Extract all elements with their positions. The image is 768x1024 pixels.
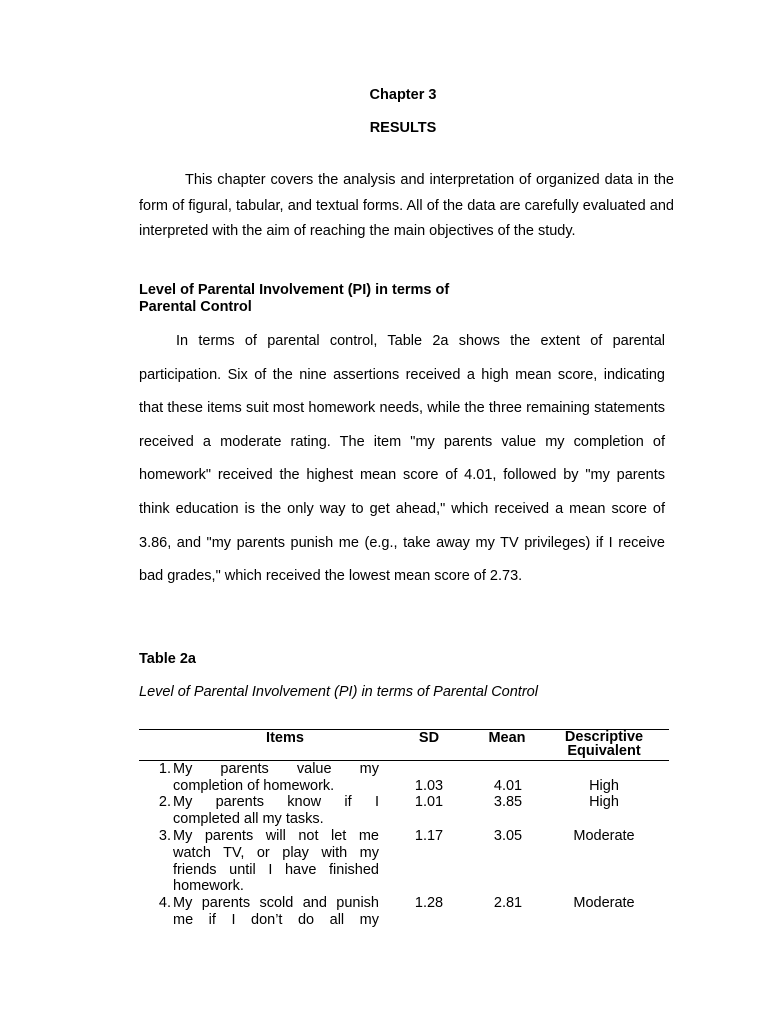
row-number: 2. <box>158 794 171 810</box>
table-row <box>139 761 669 794</box>
row-descriptive: High <box>589 778 619 794</box>
table-caption: Level of Parental Involvement (PI) in terms of Parental Control <box>139 684 538 700</box>
intro-paragraph-text: This chapter covers the analysis and interpretation of organized data in the form of figural, tabular, and textual forms. All of the data are carefully evaluated and interpreted with the aim of reaching the main objectives of the study. <box>139 172 674 239</box>
row-number: 3. <box>158 828 171 844</box>
row-sd: 1.01 <box>414 794 444 810</box>
row-item-line: completed all my tasks. <box>173 810 324 827</box>
row-sd: 1.03 <box>414 778 444 794</box>
row-item-line: My parents scold and punish <box>173 895 379 911</box>
subheading-line-2: Parental Control <box>139 299 252 315</box>
table-row <box>139 794 669 828</box>
subheading-line-1: Level of Parental Involvement (PI) in terms of <box>139 282 450 298</box>
row-mean: 4.01 <box>493 778 523 794</box>
header-mean: Mean <box>488 730 526 746</box>
header-items: Items <box>266 730 304 746</box>
row-descriptive: High <box>589 794 619 810</box>
row-item <box>173 761 379 795</box>
row-item-line: completion of homework. <box>173 777 335 794</box>
row-item <box>173 794 379 828</box>
header-sd: SD <box>418 730 440 746</box>
row-mean: 3.85 <box>493 794 523 810</box>
row-item <box>173 828 379 895</box>
table-row <box>139 828 669 895</box>
subheading <box>139 282 539 316</box>
row-number: 4. <box>158 895 171 911</box>
row-sd: 1.17 <box>414 828 444 844</box>
header-desc-line-2: Equivalent <box>567 743 641 759</box>
row-sd: 1.28 <box>414 895 444 911</box>
row-item-line: My parents know if I <box>173 794 379 810</box>
row-item-line: watch TV, or play with my <box>173 844 379 861</box>
intro-paragraph <box>139 168 674 245</box>
header-desc-line-1: Descriptive <box>564 729 644 745</box>
row-item-line: friends until I have finished <box>173 861 379 878</box>
row-item <box>173 895 379 929</box>
row-item-line: me if I don’t do all my <box>173 911 379 928</box>
row-descriptive: Moderate <box>573 895 635 911</box>
header-descriptive-equivalent <box>549 730 659 758</box>
row-descriptive: Moderate <box>573 828 635 844</box>
table-number: Table 2a <box>139 651 196 667</box>
row-item-line: My parents value my <box>173 761 379 777</box>
section-title: RESULTS <box>369 120 437 136</box>
table-header <box>139 729 669 761</box>
row-item-line: My parents will not let me <box>173 828 379 844</box>
row-mean: 3.05 <box>493 828 523 844</box>
body-paragraph-text: In terms of parental control, Table 2a shows the extent of parental participation. Six of the nine assertions received a high mean score, indicating that these items suit most homework needs, while the three remaining statements received a moderate rating. The item "my parents value my completion of homework" received the highest mean score of 4.01, followed by "my parents think education is the only way to get ahead," which received a mean score of 3.86, and "my parents punish me (e.g., take away my TV privileges) if I receive bad grades," which received the lowest mean score of 2.73. <box>139 333 665 585</box>
data-table <box>139 729 669 929</box>
row-mean: 2.81 <box>493 895 523 911</box>
table-row <box>139 895 669 929</box>
body-paragraph <box>139 325 665 594</box>
chapter-label: Chapter 3 <box>369 87 437 103</box>
row-item-line: homework. <box>173 878 244 895</box>
row-number: 1. <box>158 761 171 777</box>
